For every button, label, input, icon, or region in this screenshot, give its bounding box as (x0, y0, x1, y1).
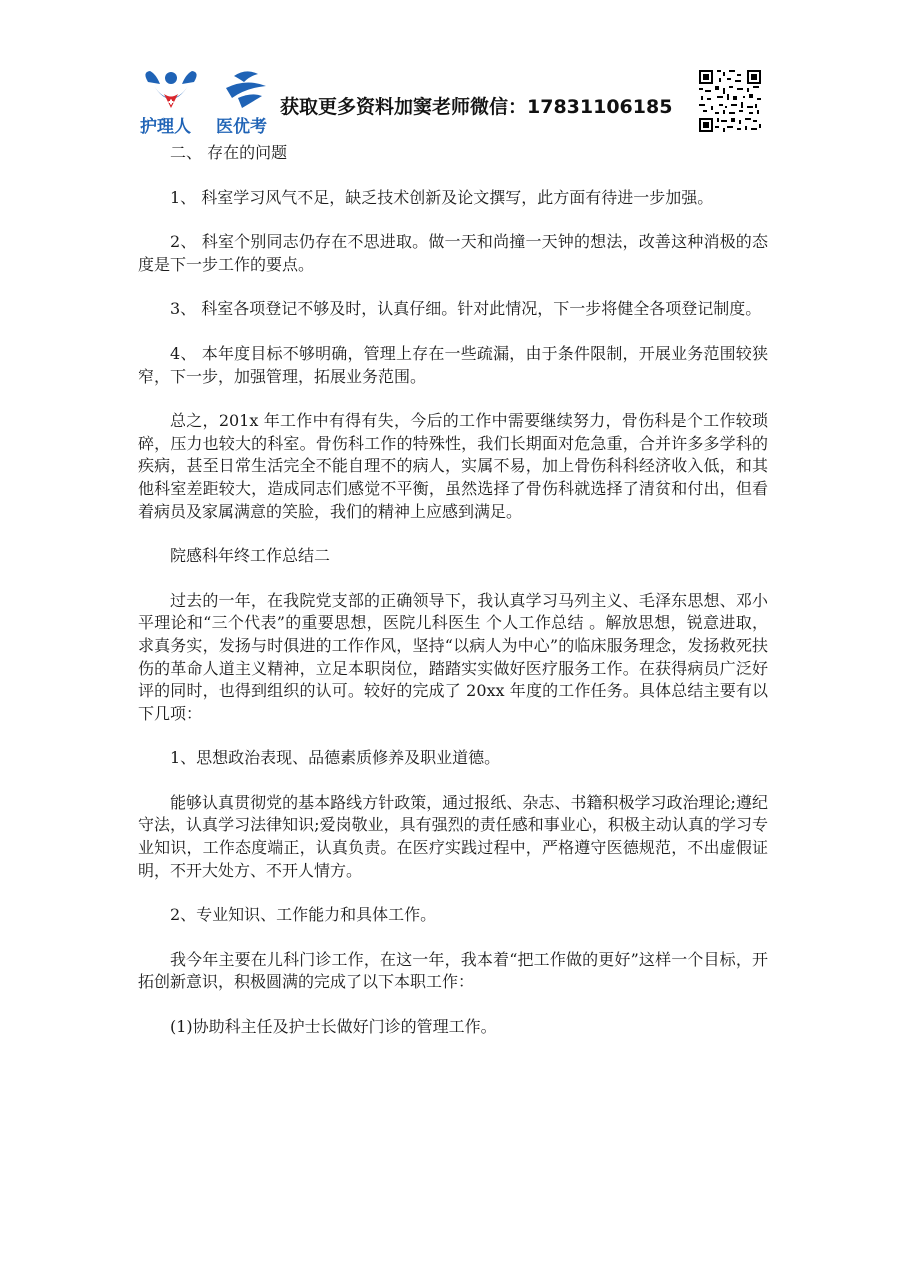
paragraph: 3、 科室各项登记不够及时，认真仔细。针对此情况，下一步将健全各项登记制度。 (170, 299, 762, 319)
section-heading: 院感科年终工作总结二 (170, 546, 331, 566)
header-banner (140, 68, 780, 138)
nursing-logo (140, 68, 202, 137)
nursing-logo-text: 护理人 (140, 117, 191, 137)
paragraph: 二、 存在的问题 (170, 143, 288, 162)
paragraph: 我今年主要在儿科门诊工作，在这一年，我本着“把工作做的更好”这样一个目标，开拓创新意识，积极圆满的完成了以下本职工作： (138, 949, 768, 992)
qr-code-icon (697, 68, 763, 134)
paragraph: 2、 科室个别同志仍存在不思进取。做一天和尚撞一天钟的想法，改善这种消极的态度是下一步工作的要点。 (138, 232, 768, 274)
qr-code (697, 68, 763, 134)
nursing-logo-icon (140, 68, 202, 112)
paragraph: 2、专业知识、工作能力和具体工作。 (170, 905, 437, 925)
paragraph: (1)协助科主任及护士长做好门诊的管理工作。 (170, 1017, 497, 1037)
paragraph: 总之，201x 年工作中有得有失，今后的工作中需要继续努力，骨伤科是个工作较琐碎，压力也较大的科室。骨伤科工作的特殊性，我们长期面对危急重，合并许多多学科的疾病，甚至日常生活完全不能自理不的病人，实属不易，加上骨伤科科经济收入低，和其他科室差距较大，造成同志们感觉不平衡，虽然选择了骨伤科就选择了清贫和付出，但看着病员及家属满意的笑脸，我们的精神上应感到满足。 (138, 411, 768, 521)
document-body (138, 142, 768, 1061)
exam-logo (216, 68, 276, 137)
paragraph: 1、 科室学习风气不足，缺乏技术创新及论文撰写，此方面有待进一步加强。 (170, 187, 714, 207)
paragraph: 过去的一年，在我院党支部的正确领导下，我认真学习马列主义、毛泽东思想、邓小平理论和“三个代表”的重要思想，医院儿科医生 个人工作总结 。解放思想，锐意进取，求真务实，发扬与时俱进的工作作风，坚持“以病人为中心”的临床服务理念，发扬救死扶伤的革命人道主义精神，立足本职岗位，踏踏实实做好医疗服务工作。在获得病员广泛好评的同时，也得到组织的认可。较好的完成了 20xx 年度的工作任务。具体总结主要有以下几项： (138, 590, 768, 723)
paragraph: 能够认真贯彻党的基本路线方针政策，通过报纸、杂志、书籍积极学习政治理论;遵纪守法，认真学习法律知识;爱岗敬业，具有强烈的责任感和事业心，积极主动认真的学习专业知识，工作态度端正，认真负责。在医疗实践过程中，严格遵守医德规范，不出虚假证明，不开大处方、不开人情方。 (138, 792, 768, 880)
contact-text: 获取更多资料加窦老师微信：17831106185 (280, 96, 673, 118)
paragraph: 1、思想政治表现、品德素质修养及职业道德。 (170, 748, 501, 768)
exam-logo-text: 医优考 (216, 117, 267, 137)
exam-logo-icon (216, 68, 276, 112)
paragraph: 4、 本年度目标不够明确，管理上存在一些疏漏，由于条件限制，开展业务范围较狭窄，下一步，加强管理，拓展业务范围。 (138, 343, 768, 386)
